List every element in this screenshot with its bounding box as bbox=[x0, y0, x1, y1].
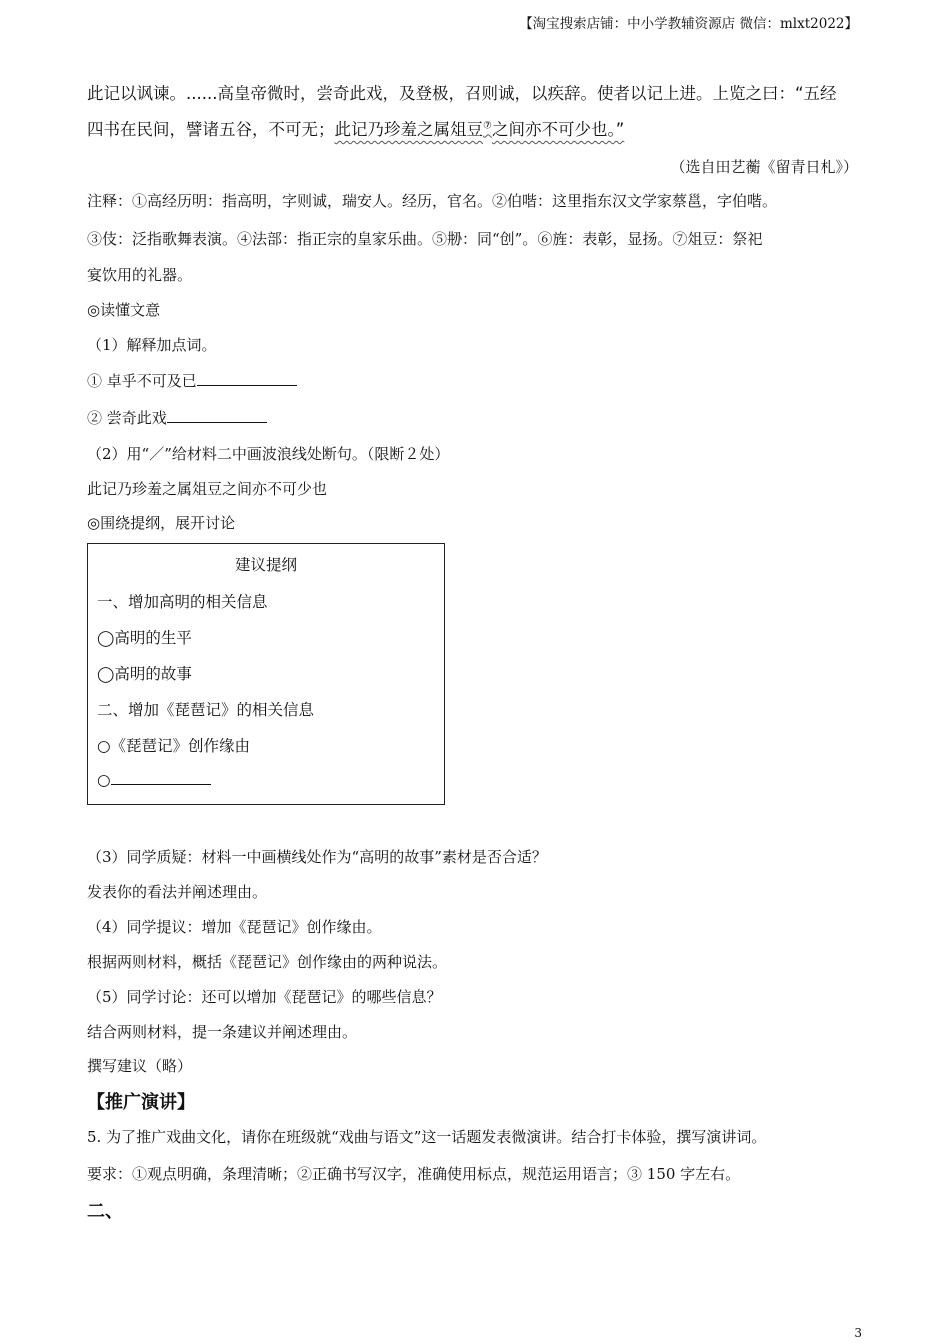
footnote-mark: ⑦ bbox=[483, 120, 492, 132]
question-1a-text: ① 卓乎不可及已 bbox=[87, 372, 197, 390]
outline-box bbox=[87, 543, 445, 805]
promotion-requirements: 要求：①观点明确，条理清晰；②正确书写汉字，准确使用标点，规范运用语言；③ 150 字左右。 bbox=[87, 1165, 741, 1183]
page-number: 3 bbox=[854, 1326, 862, 1340]
reading-heading: ◎读懂文意 bbox=[87, 301, 161, 319]
part-two-heading: 二、 bbox=[87, 1201, 123, 1222]
excerpt-line-2 bbox=[87, 116, 624, 140]
notes-line-1: 注释：①高经历明：指高明，字则诚，瑞安人。经历，官名。②伯喈：这里指东汉文学家蔡邕，字伯喈。 bbox=[87, 192, 778, 210]
outline-item-2b-bullet: ○ bbox=[97, 771, 111, 789]
promotion-heading: 【推广演讲】 bbox=[87, 1092, 195, 1113]
excerpt-line-2-plain: 四书在民间，譬诸五谷，不可无； bbox=[87, 120, 335, 139]
question-1a bbox=[87, 370, 297, 391]
outline-title: 建议提纲 bbox=[234, 556, 297, 574]
outline-answer-blank[interactable] bbox=[111, 770, 211, 785]
question-2-text: 此记乃珍羞之属俎豆之间亦不可少也 bbox=[87, 480, 328, 498]
outline-item-1a: ◯高明的生平 bbox=[97, 629, 192, 647]
question-1b bbox=[87, 407, 267, 428]
page-header: 【淘宝搜索店铺：中小学教辅资源店 微信：mlxt2022】 bbox=[519, 16, 858, 32]
notes-line-2: ③伎：泛指歌舞表演。④法部：指正宗的皇家乐曲。⑤刱：同“创”。⑥旌：表彰，显扬。⑦俎豆：祭祀 bbox=[87, 230, 763, 248]
excerpt-line-1: 此记以讽谏。......高皇帝微时，尝奇此戏，及登极，召则诚，以疾辞。使者以记上进。上览之曰：“五经 bbox=[87, 84, 837, 103]
discussion-heading: ◎围绕提纲，展开讨论 bbox=[87, 514, 236, 532]
outline-item-2: 二、增加《琵琶记》的相关信息 bbox=[97, 701, 315, 719]
excerpt-wavy-text: 此记乃珍羞之属俎豆 bbox=[334, 120, 483, 139]
excerpt-wavy-text-end: 之间亦不可少也。” bbox=[491, 120, 625, 139]
question-5: （5）同学讨论：还可以增加《琵琶记》的哪些信息？ bbox=[87, 988, 442, 1006]
excerpt-source: （选自田艺蘅《留青日札》） bbox=[670, 158, 858, 176]
question-1: （1）解释加点词。 bbox=[87, 336, 217, 354]
question-4-text: 根据两则材料，概括《琵琶记》创作缘由的两种说法。 bbox=[87, 953, 448, 971]
outline-item-1: 一、增加高明的相关信息 bbox=[97, 593, 268, 611]
answer-blank-1b[interactable] bbox=[167, 408, 267, 423]
question-1b-text: ② 尝奇此戏 bbox=[87, 409, 167, 427]
outline-item-1b: ◯高明的故事 bbox=[97, 665, 192, 683]
question-5-text: 结合两则材料，提一条建议并阐述理由。 bbox=[87, 1023, 358, 1041]
notes-line-3: 宴饮用的礼器。 bbox=[87, 266, 193, 284]
outline-item-2a: ○《琵琶记》创作缘由 bbox=[97, 737, 251, 755]
outline-item-2b bbox=[97, 770, 211, 789]
write-suggestion: 撰写建议（略） bbox=[87, 1057, 193, 1075]
question-3: （3）同学质疑：材料一中画横线处作为“高明的故事”素材是否合适？ bbox=[87, 848, 547, 866]
answer-blank-1a[interactable] bbox=[197, 371, 297, 386]
question-4: （4）同学提议：增加《琵琶记》创作缘由。 bbox=[87, 918, 382, 936]
question-2: （2）用“／”给材料二中画波浪线处断句。（限断２处） bbox=[87, 445, 450, 463]
question-3-text: 发表你的看法并阐述理由。 bbox=[87, 883, 268, 901]
promotion-question: 5. 为了推广戏曲文化，请你在班级就“戏曲与语文”这一话题发表微演讲。结合打卡体验，撰写演讲词。 bbox=[87, 1128, 767, 1146]
